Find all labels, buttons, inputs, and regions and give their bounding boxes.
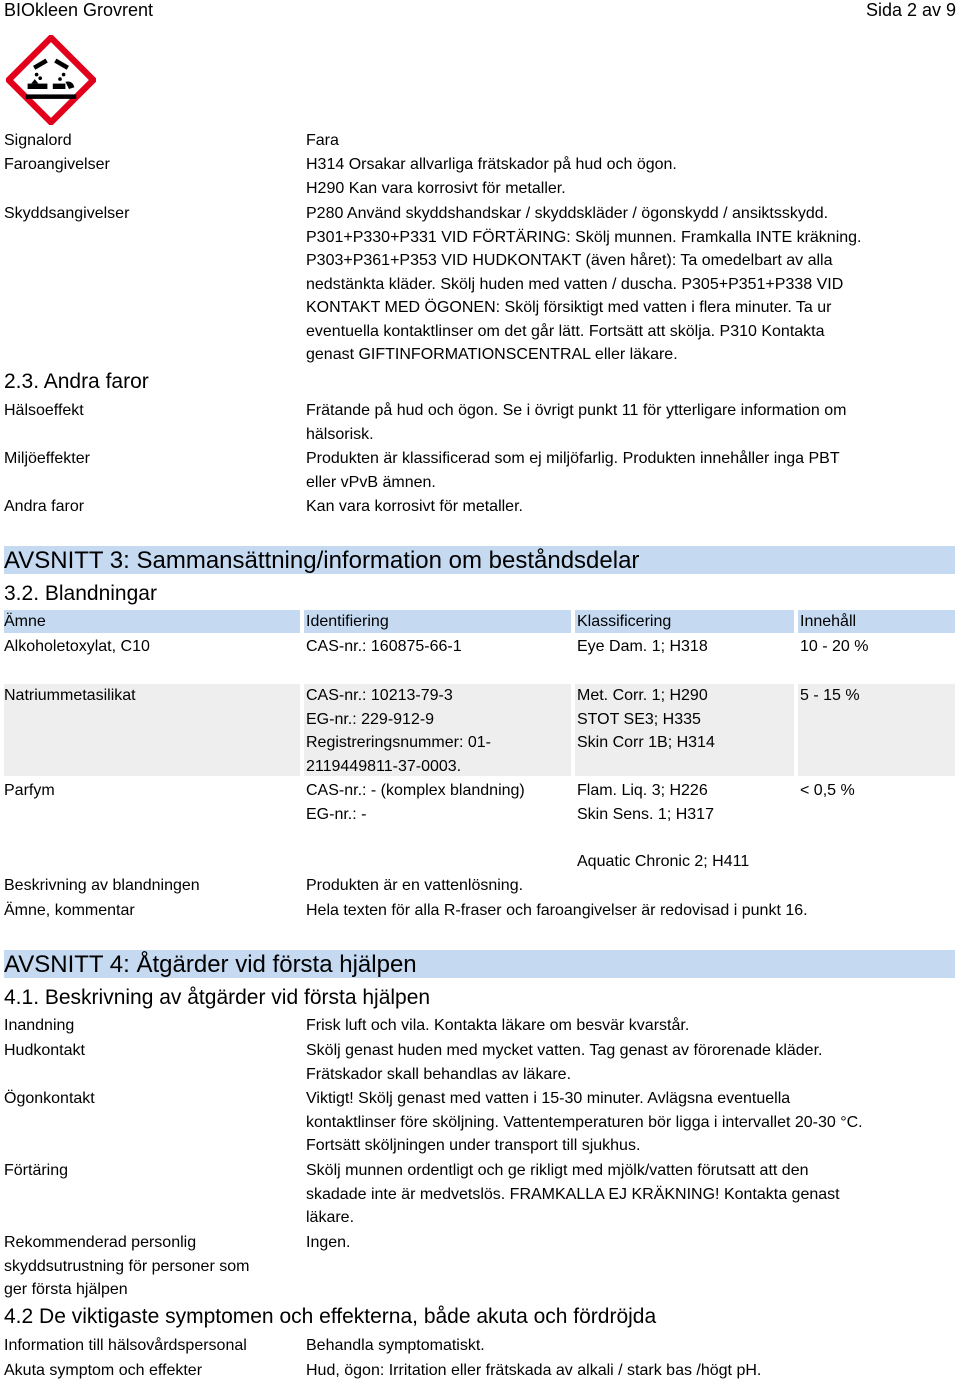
text-line: CAS-nr.: 10213-79-3 <box>306 687 453 704</box>
label-halsovard: Information till hälsovårdspersonal <box>4 1337 247 1354</box>
cell-content: 5 - 15 % <box>800 687 860 704</box>
text-line: skyddsutrustning för personer som <box>4 1257 250 1275</box>
column-header-klassificering: Klassificering <box>577 613 672 630</box>
section-4-title: AVSNITT 4: Åtgärder vid första hjälpen <box>4 951 417 978</box>
cell-ident <box>306 779 525 826</box>
text-line: Viktigt! Skölj genast med vatten i 15-30 minuter. Avlägsna eventuella <box>306 1090 791 1107</box>
text-line: Skin Sens. 1; H317 <box>577 805 714 823</box>
value-inandning: Frisk luft och vila. Kontakta läkare om besvär kvarstår. <box>306 1017 690 1034</box>
page-number: Sida 2 av 9 <box>865 0 956 20</box>
text-line: P280 Använd skyddshandskar / skyddskläder / ögonskydd / ansiktsskydd. <box>306 205 829 222</box>
label-faroangivelser: Faroangivelser <box>4 156 110 173</box>
text-line: Frätande på hud och ögon. Se i övrigt punkt 11 för ytterligare information om <box>306 402 847 419</box>
label-akuta-symptom: Akuta symptom och effekter <box>4 1362 203 1379</box>
cell-name: Alkoholetoxylat, C10 <box>4 638 150 655</box>
text-line: eventuella kontaktlinser om det går lätt. Fortsätt att skölja. P310 Kontakta <box>306 322 825 340</box>
text-line: ger första hjälpen <box>4 1281 128 1298</box>
cell-ident <box>306 684 491 778</box>
text-line: P303+P361+P353 VID HUDKONTAKT (även håret): Ta omedelbart av alla <box>306 252 833 269</box>
document-header <box>0 0 960 22</box>
text-line: Registreringsnummer: 01- <box>306 734 491 751</box>
value-skyddsutrustning: Ingen. <box>306 1234 351 1251</box>
text-line: genast GIFTINFORMATIONSCENTRAL eller läkare. <box>306 346 678 363</box>
label-beskrivning: Beskrivning av blandningen <box>4 877 200 894</box>
text-line: CAS-nr.: - (komplex blandning) <box>306 782 525 799</box>
label-signalord: Signalord <box>4 132 72 149</box>
text-line: Skölj genast huden med mycket vatten. Tag genast av förorenade kläder. <box>306 1042 823 1059</box>
value-beskrivning: Produkten är en vattenlösning. <box>306 877 524 894</box>
text-line: läkare. <box>306 1209 355 1226</box>
text-line: EG-nr.: 229-912-9 <box>306 710 435 728</box>
value-halsoeffekt <box>306 399 846 446</box>
text-line: Frätskador skall behandlas av läkare. <box>306 1065 572 1083</box>
label-hudkontakt: Hudkontakt <box>4 1042 85 1059</box>
label-skyddsangivelser: Skyddsangivelser <box>4 205 130 222</box>
text-line: eller vPvB ämnen. <box>306 473 436 491</box>
table-row <box>0 635 960 683</box>
text-line: Fortsätt sköljningen under transport till sjukhus. <box>306 1137 641 1154</box>
value-faroangivelser <box>306 153 677 200</box>
label-ogonkontakt: Ögonkontakt <box>4 1090 95 1107</box>
cell-ident: CAS-nr.: 160875-66-1 <box>306 638 462 655</box>
text-line: Rekommenderad personlig <box>4 1234 197 1251</box>
value-akuta-symptom: Hud, ögon: Irritation eller frätskada av alkali / stark bas /högt pH. <box>306 1362 762 1379</box>
value-kommentar: Hela texten för alla R-fraser och faroangivelser är redovisad i punkt 16. <box>306 902 808 919</box>
label-kommentar: Ämne, kommentar <box>4 902 135 919</box>
text-line: Skin Corr 1B; H314 <box>577 734 715 751</box>
cell-klass: Eye Dam. 1; H318 <box>577 638 708 655</box>
text-line: STOT SE3; H335 <box>577 710 701 728</box>
label-andra-faror: Andra faror <box>4 498 85 515</box>
cell-content: 10 - 20 % <box>800 638 869 655</box>
cell-klass <box>577 684 715 755</box>
cell-name: Natriummetasilikat <box>4 687 136 704</box>
text-line: KONTAKT MED ÖGONEN: Skölj försiktigt med vatten i flera minuter. Ta ur <box>306 299 832 316</box>
label-miljoeffekter: Miljöeffekter <box>4 450 90 467</box>
text-line: Aquatic Chronic 2; H411 <box>577 852 750 870</box>
document-title: BIOkleen Grovrent <box>4 0 154 20</box>
section-4-subtitle: 4.1. Beskrivning av åtgärder vid första hjälpen <box>4 986 431 1009</box>
section-3-subtitle: 3.2. Blandningar <box>4 582 157 605</box>
text-line: H314 Orsakar allvarliga frätskador på hud och ögon. <box>306 156 677 173</box>
value-fortaring <box>306 1159 840 1230</box>
value-signalord: Fara <box>306 132 339 149</box>
text-line: EG-nr.: - <box>306 805 367 823</box>
label-halsoeffekt: Hälsoeffekt <box>4 402 84 419</box>
cell-klass <box>577 779 749 873</box>
text-line: Met. Corr. 1; H290 <box>577 687 708 704</box>
text-line: Skölj munnen ordentligt och ge rikligt med mjölk/vatten förutsatt att den <box>306 1162 809 1179</box>
cell-content: < 0,5 % <box>800 782 855 799</box>
text-line: kontaktlinser före sköljning. Vattentemperaturen bör ligga i intervallet 20-30 °C. <box>306 1113 863 1131</box>
text-line: P301+P330+P331 VID FÖRTÄRING: Skölj munnen. Framkalla INTE kräkning. <box>306 228 862 246</box>
value-andra-faror: Kan vara korrosivt för metaller. <box>306 498 523 515</box>
table-row <box>0 684 960 778</box>
value-halsovard: Behandla symptomatiskt. <box>306 1337 485 1354</box>
label-inandning: Inandning <box>4 1017 75 1034</box>
section-3-title: AVSNITT 3: Sammansättning/information om beståndsdelar <box>4 547 640 574</box>
label-fortaring: Förtäring <box>4 1162 69 1179</box>
text-line: hälsorisk. <box>306 425 374 443</box>
table-row <box>0 779 960 875</box>
text-line: Produkten är klassificerad som ej miljöfarlig. Produkten innehåller inga PBT <box>306 450 840 467</box>
column-header-amne: Ämne <box>4 613 46 630</box>
text-line: 2119449811-37-0003. <box>306 757 462 775</box>
column-header-identifiering: Identifiering <box>306 613 389 630</box>
text-line: H290 Kan vara korrosivt för metaller. <box>306 179 566 197</box>
label-skyddsutrustning <box>4 1231 249 1302</box>
value-ogonkontakt <box>306 1087 863 1158</box>
value-hudkontakt <box>306 1039 822 1086</box>
cell-name: Parfym <box>4 782 55 799</box>
section-4-2-subtitle: 4.2 De viktigaste symptomen och effekterna, både akuta och fördröjda <box>4 1305 657 1328</box>
heading-andra-faror: 2.3. Andra faror <box>4 370 149 393</box>
section-4-band <box>4 950 955 978</box>
table-header-cell <box>4 610 300 633</box>
column-header-innehall: Innehåll <box>800 613 857 630</box>
text-line: nedstänkta kläder. Skölj huden med vatten / duscha. P305+P351+P338 VID <box>306 275 844 293</box>
ghs05-corrosion-icon <box>6 35 96 125</box>
text-line <box>577 826 749 850</box>
value-skyddsangivelser <box>306 202 862 367</box>
text-line: skadade inte är medvetslös. FRAMKALLA EJ KRÄKNING! Kontakta genast <box>306 1185 840 1203</box>
section-3-band <box>4 546 955 574</box>
value-miljoeffekter <box>306 447 840 494</box>
text-line: Flam. Liq. 3; H226 <box>577 782 708 799</box>
